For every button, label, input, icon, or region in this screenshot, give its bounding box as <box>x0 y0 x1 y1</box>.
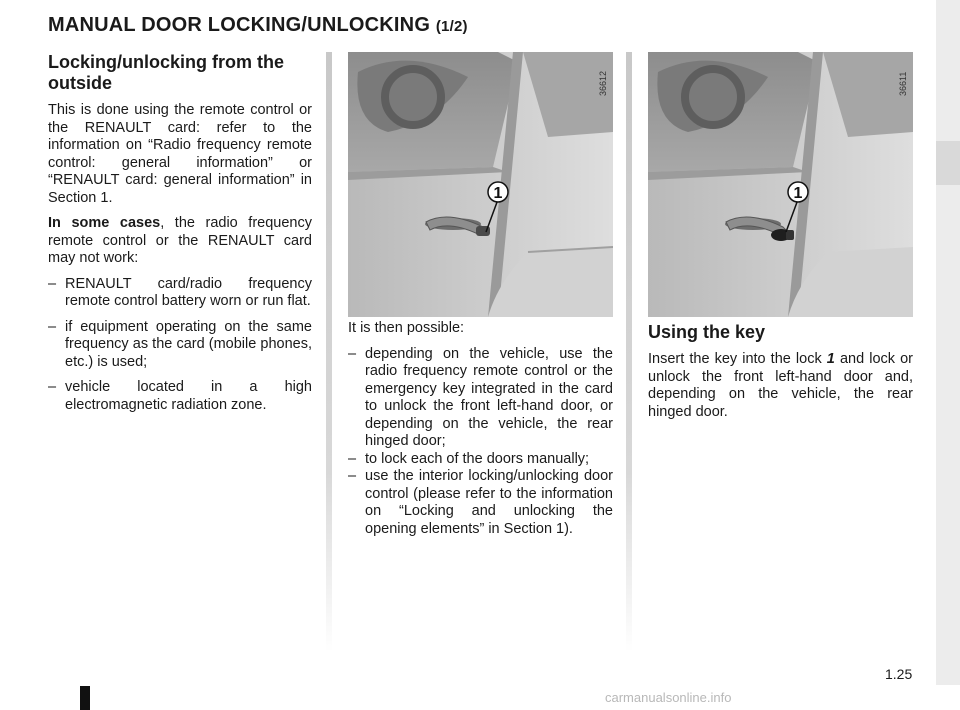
list-item <box>48 276 312 311</box>
key-paragraph <box>648 351 913 421</box>
list-item-text: if equipment operating on the same frequency as the card (mobile phones, etc.) is used; <box>65 318 312 370</box>
dash-marker: – <box>348 450 357 467</box>
door-illustration <box>348 52 613 317</box>
list-item-text: depending on the vehicle, use the radio frequency remote control or the emergency key integrated in the card to unlock the front left-hand door, or depending on the vehicle, the rear hinged door; <box>365 345 613 449</box>
right-column <box>648 322 913 429</box>
possible-intro: It is then possible: <box>348 320 465 336</box>
intro-paragraph: This is done using the remote control or the RENAULT card: refer to the information on “Radio frequency remote control: general information” or “RENAULT card: general information” in Section 1. <box>48 102 312 206</box>
failure-causes-list <box>48 276 312 415</box>
list-item-text: vehicle located in a high electromagnetic radiation zone. <box>65 379 312 413</box>
watermark: carmanualsonline.info <box>605 690 732 705</box>
figure-reference-number: 36612 <box>598 70 608 96</box>
page-title <box>48 14 468 37</box>
dash-marker: – <box>348 468 357 484</box>
dash-marker: – <box>48 275 57 292</box>
list-item <box>348 346 613 451</box>
column-divider-right <box>626 52 632 652</box>
column-divider-left <box>326 52 332 652</box>
options-list <box>348 346 613 539</box>
dash-marker: – <box>48 318 57 335</box>
door-handle-figure-left <box>348 52 613 317</box>
key-text-start: Insert the key into the lock <box>648 351 827 367</box>
page-title-text: MANUAL DOOR LOCKING/UNLOCKING <box>48 14 431 36</box>
list-item <box>348 468 613 538</box>
list-item-text: use the interior locking/unlocking door control (please refer to the information on “Locking and unlocking the opening elements” in Section 1). <box>365 468 613 537</box>
page-number: 1.25 <box>885 666 913 682</box>
key-text-end: and lock or unlock the front left-hand door and, depending on the vehicle, the rear hinged door. <box>648 351 913 420</box>
section-heading-outside: Locking/unlocking from the outside <box>48 52 285 93</box>
section-tab-background-bottom <box>936 185 960 685</box>
door-key-illustration <box>648 52 913 317</box>
cases-rest: , the radio frequency remote control or the RENAULT card may not work: <box>48 215 312 266</box>
figure-reference-number: 36611 <box>898 71 908 96</box>
list-item <box>48 379 312 414</box>
callout-number: 1 <box>793 185 803 202</box>
dash-marker: – <box>348 345 357 362</box>
section-tab-background-top <box>936 0 960 141</box>
page-part-indicator: (1/2) <box>435 18 468 35</box>
list-item-text: RENAULT card/radio frequency remote control battery worn or run flat. <box>65 275 312 309</box>
cases-paragraph <box>48 215 312 268</box>
door-handle-figure-right <box>648 52 913 317</box>
list-item <box>48 319 312 372</box>
list-item-text: to lock each of the doors manually; <box>365 450 590 467</box>
section-tab-active <box>936 141 960 185</box>
dash-marker: – <box>48 379 57 395</box>
left-column <box>48 52 312 422</box>
section-heading-key: Using the key <box>648 322 766 342</box>
crop-mark <box>80 686 90 710</box>
list-item <box>348 451 613 469</box>
cases-bold: In some cases <box>48 215 161 231</box>
callout-number: 1 <box>493 185 503 202</box>
lock-reference: 1 <box>826 351 835 367</box>
middle-column <box>348 320 613 538</box>
